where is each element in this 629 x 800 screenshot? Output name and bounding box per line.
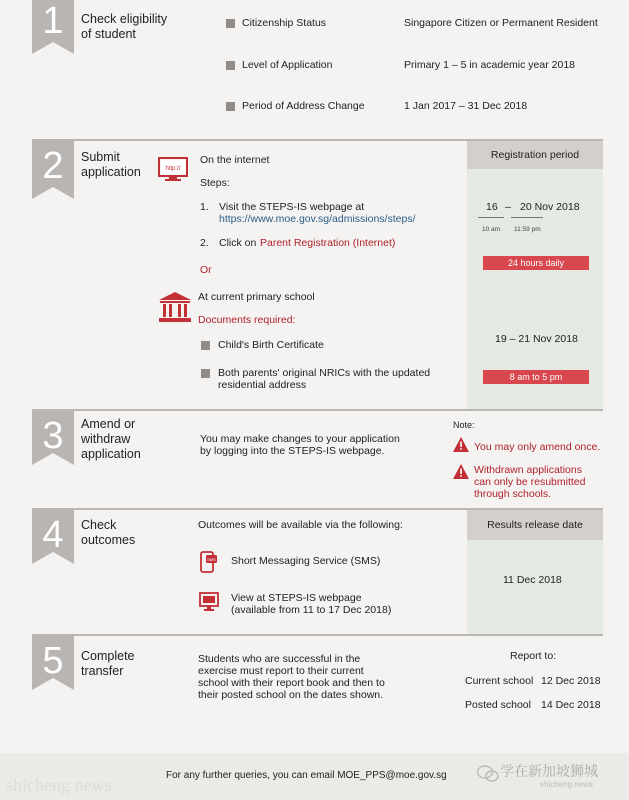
school-dates: 19 – 21 Nov 2018: [495, 333, 578, 345]
document-nric-line-2: residential address: [218, 379, 307, 391]
internet-end-date: 20 Nov 2018: [520, 201, 580, 213]
web-monitor-icon: [199, 592, 219, 612]
step-3-title: Amend or withdraw application: [81, 417, 141, 461]
current-school-label: Current school: [465, 675, 534, 687]
posted-school-label: Posted school: [465, 699, 531, 711]
web-option-line-1: View at STEPS-IS webpage: [231, 592, 362, 604]
computer-monitor-icon: [158, 157, 188, 183]
school-heading: At current primary school: [198, 291, 315, 303]
citizenship-label: Citizenship Status: [242, 17, 327, 29]
step-1-title: Check eligibility of student: [81, 12, 168, 41]
warning-icon: [453, 464, 469, 479]
sms-phone-icon: [199, 551, 217, 573]
step-1: [0, 0, 629, 140]
step-3-badge: [32, 411, 74, 457]
bullet-square: [201, 369, 210, 378]
registration-period-panel: [467, 141, 603, 409]
internet-date-dash: –: [505, 201, 511, 213]
step-4-number: 4: [42, 514, 64, 556]
sms-option: Short Messaging Service (SMS): [231, 555, 381, 567]
citizenship-value: Singapore Citizen or Permanent Resident: [404, 17, 598, 29]
report-to-label: Report to:: [510, 650, 557, 662]
step-item-2-prefix: Click on: [219, 237, 257, 249]
school-building-icon: [158, 291, 192, 323]
internet-start-time: 10 am: [482, 226, 501, 233]
school-hours-badge: 8 am to 5 pm: [483, 370, 589, 384]
step-2-number: 2: [42, 145, 64, 187]
step-2: [0, 139, 629, 409]
watermark-left: shicheng news: [6, 775, 112, 795]
step-item-1-number: 1.: [200, 201, 209, 213]
step-2-badge: [32, 141, 74, 187]
or-text: Or: [200, 264, 212, 276]
address-period-label: Period of Address Change: [242, 100, 365, 112]
amend-text-line-2: by logging into the STEPS-IS webpage.: [200, 445, 385, 457]
step-3-number: 3: [42, 415, 64, 457]
step-1-number: 1: [42, 0, 64, 42]
level-value: Primary 1 – 5 in academic year 2018: [404, 59, 575, 71]
documents-label: Documents required:: [198, 314, 296, 326]
step-4: [0, 508, 629, 634]
outcomes-intro: Outcomes will be available via the following:: [198, 519, 403, 531]
internet-end-time: 11:59 pm: [514, 226, 541, 233]
step-item-2-number: 2.: [200, 237, 209, 249]
step-2-title: Submit application: [81, 150, 141, 179]
current-school-date: 12 Dec 2018: [541, 675, 601, 687]
step-5: [0, 634, 629, 744]
posted-school-date: 14 Dec 2018: [541, 699, 601, 711]
amend-text-line-1: You may make changes to your application: [200, 433, 400, 445]
level-label: Level of Application: [242, 59, 333, 71]
bullet-square: [226, 61, 235, 70]
address-period-value: 1 Jan 2017 – 31 Dec 2018: [404, 100, 528, 112]
steps-label: Steps:: [200, 177, 230, 189]
step-item-1-text: Visit the STEPS-IS webpage at: [219, 201, 365, 213]
results-release-date: 11 Dec 2018: [503, 574, 562, 586]
note-withdrawn-line-2: can only be resubmitted: [474, 476, 586, 488]
note-amend-once: You may only amend once.: [474, 441, 601, 453]
step-4-badge: [32, 510, 74, 556]
internet-start-day: 16: [486, 201, 498, 213]
step-1-badge: [32, 0, 74, 42]
svg-text:SMS: SMS: [207, 557, 216, 562]
wechat-icon: [477, 765, 499, 783]
registration-period-header: Registration period: [467, 141, 603, 169]
footer: [0, 753, 629, 800]
results-release-header: Results release date: [467, 510, 603, 540]
bullet-square: [201, 341, 210, 350]
web-option-line-2: (available from 11 to 17 Dec 2018): [231, 604, 392, 616]
step-5-title: Complete transfer: [81, 649, 135, 678]
warning-icon: [453, 437, 469, 452]
footer-contact-text: For any further queries, you can email MOE_PPS@moe.gov.sg: [166, 770, 447, 781]
step-5-number: 5: [42, 640, 64, 682]
watermark-right-sub: shicheng.news: [540, 780, 593, 789]
transfer-text-line-4: their posted school on the dates shown.: [198, 689, 384, 701]
bullet-square: [226, 102, 235, 111]
parent-registration-link[interactable]: Parent Registration (Internet): [260, 237, 396, 249]
watermark-right: 学在新加坡狮城: [500, 763, 598, 779]
note-label: Note:: [453, 420, 475, 430]
internet-heading: On the internet: [200, 154, 270, 166]
step-3: [0, 409, 629, 506]
internet-hours-badge: 24 hours daily: [483, 256, 589, 270]
transfer-text-line-2: exercise must report to their current: [198, 665, 364, 677]
document-nric-line-1: Both parents' original NRICs with the updated: [218, 367, 431, 379]
steps-is-link[interactable]: https://www.moe.gov.sg/admissions/steps/: [219, 213, 416, 225]
transfer-text-line-3: school with their report book and then to: [198, 677, 385, 689]
step-4-title: Check outcomes: [81, 518, 136, 547]
note-withdrawn-line-3: through schools.: [474, 488, 552, 500]
bullet-square: [226, 19, 235, 28]
note-withdrawn-line-1: Withdrawn applications: [474, 464, 582, 476]
step-5-badge: [32, 636, 74, 682]
svg-text:http://: http://: [165, 166, 181, 172]
document-birth-certificate: Child's Birth Certificate: [218, 339, 324, 351]
transfer-text-line-1: Students who are successful in the: [198, 653, 361, 665]
